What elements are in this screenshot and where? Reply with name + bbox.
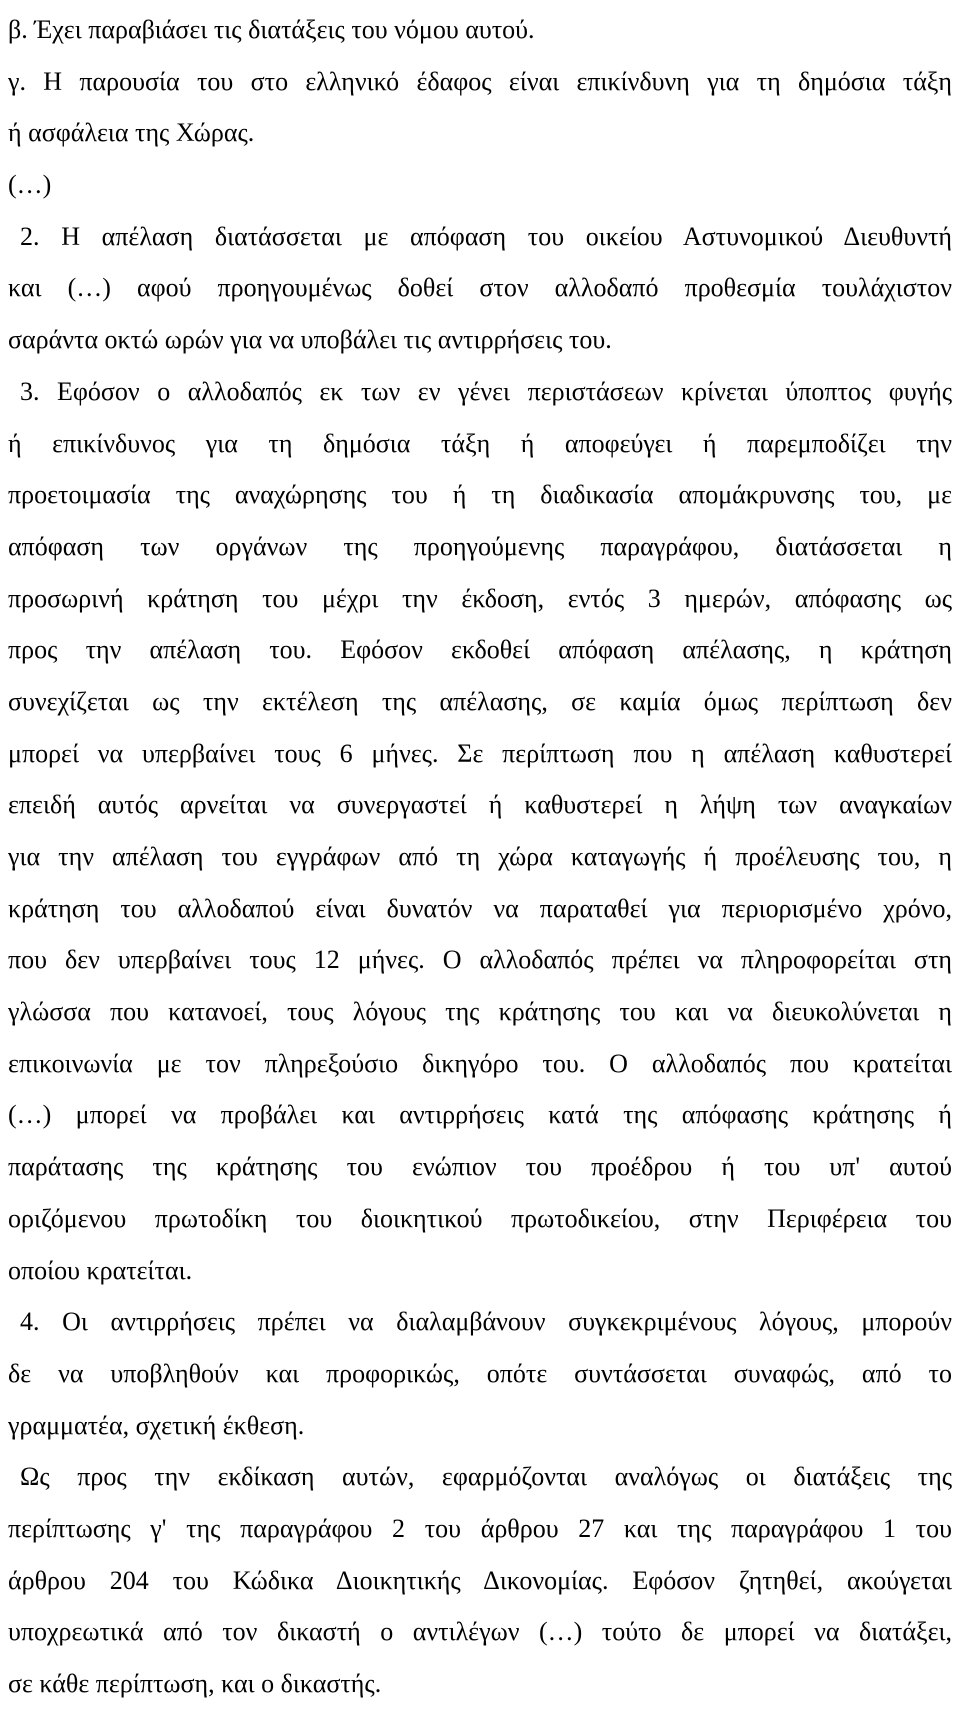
document-text-line: μπορεί να υπερβαίνει τους 6 μήνες. Σε περίπτωση που η απέλαση καθυστερεί: [8, 738, 952, 768]
document-text-line: επικοινωνία με τον πληρεξούσιο δικηγόρο του. Ο αλλοδαπός που κρατείται: [8, 1048, 952, 1078]
document-text-line: (…) μπορεί να προβάλει και αντιρρήσεις κατά της απόφασης κράτησης ή: [8, 1100, 952, 1130]
document-text-line: για την απέλαση του εγγράφων από τη χώρα καταγωγής ή προέλευσης του, η: [8, 842, 952, 871]
document-text-line: ή επικίνδυνος για τη δημόσια τάξη ή αποφεύγει ή παρεμποδίζει την: [8, 428, 952, 458]
document-text-line: γραμματέα, σχετική έκθεση.: [8, 1410, 305, 1440]
document-text-line: οποίου κρατείται.: [8, 1255, 193, 1285]
document-text-line: γλώσσα που κατανοεί, τους λόγους της κράτησης του και να διευκολύνεται η: [8, 997, 952, 1027]
document-text-line: προς την απέλαση του. Εφόσον εκδοθεί απόφαση απέλασης, η κράτηση: [8, 635, 952, 665]
document-text-line: γ. Η παρουσία του στο ελληνικό έδαφος είναι επικίνδυνη για τη δημόσια τάξη: [8, 66, 952, 96]
document-text-line: που δεν υπερβαίνει τους 12 μήνες. Ο αλλοδαπός πρέπει να πληροφορείται στη: [8, 945, 952, 975]
document-text-line: (…): [8, 170, 52, 200]
document-text-line: άρθρου 204 του Κώδικα Διοικητικής Δικονομίας. Εφόσον ζητηθεί, ακούγεται: [8, 1565, 952, 1595]
document-text-line: υποχρεωτικά από τον δικαστή ο αντιλέγων (…) τούτο δε μπορεί να διατάξει,: [8, 1617, 952, 1647]
document-text-line: απόφαση των οργάνων της προηγούμενης παραγράφου, διατάσσεται η: [8, 531, 952, 561]
document-text-line: 3. Εφόσον ο αλλοδαπός εκ των εν γένει περιστάσεων κρίνεται ύποπτος φυγής: [20, 376, 952, 406]
document-text-line: 2. Η απέλαση διατάσσεται με απόφαση του οικείου Αστυνομικού Διευθυντή: [20, 221, 952, 251]
document-text-line: επειδή αυτός αρνείται να συνεργαστεί ή καθυστερεί η λήψη των αναγκαίων: [8, 790, 952, 820]
document-text-line: 4. Οι αντιρρήσεις πρέπει να διαλαμβάνουν συγκεκριμένους λόγους, μπορούν: [20, 1307, 952, 1337]
document-text-line: β. Έχει παραβιάσει τις διατάξεις του νόμου αυτού.: [8, 15, 535, 44]
document-text-line: σε κάθε περίπτωση, και ο δικαστής.: [8, 1669, 382, 1698]
document-text-line: κράτηση του αλλοδαπού είναι δυνατόν να παραταθεί για περιορισμένο χρόνο,: [8, 893, 952, 923]
document-text-line: συνεχίζεται ως την εκτέλεση της απέλασης, σε καμία όμως περίπτωση δεν: [8, 686, 952, 716]
document-text-line: και (…) αφού προηγουμένως δοθεί στον αλλοδαπό προθεσμία τουλάχιστον: [8, 273, 952, 303]
document-text-line: δε να υποβληθούν και προφορικώς, οπότε συντάσσεται συναφώς, από το: [8, 1358, 952, 1388]
document-text-line: παράτασης της κράτησης του ενώπιον του προέδρου ή του υπ' αυτού: [8, 1152, 952, 1182]
document-text-line: σαράντα οκτώ ωρών για να υποβάλει τις αντιρρήσεις του.: [8, 325, 612, 355]
document-text-line: περίπτωσης γ' της παραγράφου 2 του άρθρου 27 και της παραγράφου 1 του: [8, 1513, 952, 1543]
document-text-line: ή ασφάλεια της Χώρας.: [8, 118, 255, 148]
document-text-line: Ως προς την εκδίκαση αυτών, εφαρμόζονται αναλόγως οι διατάξεις της: [20, 1462, 952, 1492]
document-text-line: προετοιμασία της αναχώρησης του ή τη διαδικασία απομάκρυνσης του, με: [8, 480, 952, 510]
document-page: [8, 0, 952, 1710]
document-text-line: προσωρινή κράτηση του μέχρι την έκδοση, εντός 3 ημερών, απόφασης ως: [8, 583, 952, 613]
document-text-line: οριζόμενου πρωτοδίκη του διοικητικού πρωτοδικείου, στην Περιφέρεια του: [8, 1203, 952, 1233]
